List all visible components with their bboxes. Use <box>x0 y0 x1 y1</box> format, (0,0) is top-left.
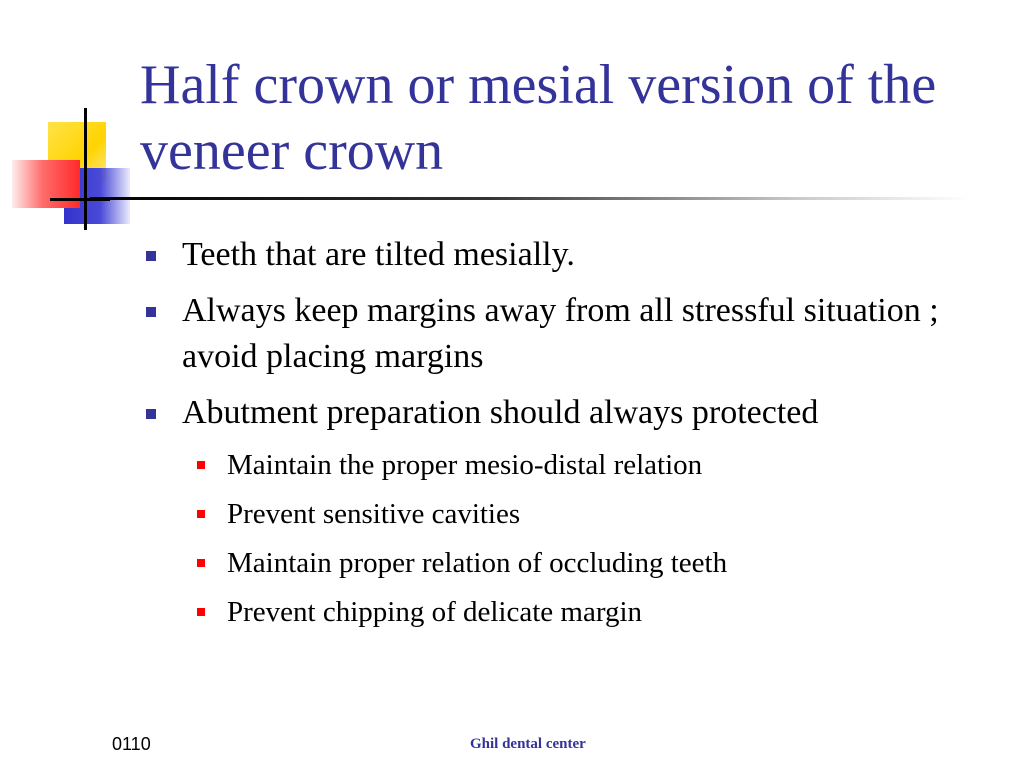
logo-vertical-line <box>84 108 87 230</box>
sub-bullet-text: Prevent sensitive cavities <box>227 498 521 530</box>
sub-bullet-text: Prevent chipping of delicate margin <box>227 596 643 628</box>
small-square-bullet-icon <box>197 608 205 616</box>
title-divider <box>90 197 970 200</box>
bullet-item <box>140 232 960 278</box>
bullet-item <box>140 288 960 380</box>
slide-title: Half crown or mesial version of the veneer crown <box>140 54 937 182</box>
bullet-list <box>140 232 960 642</box>
sub-bullet-item <box>140 495 960 534</box>
sub-bullet-text: Maintain the proper mesio-distal relation <box>227 449 703 481</box>
small-square-bullet-icon <box>197 559 205 567</box>
bullet-text: Abutment preparation should always protected <box>182 394 819 431</box>
bullet-text: Always keep margins away from all stressful situation ; avoid placing margins <box>182 292 939 375</box>
bullet-item <box>140 390 960 436</box>
square-bullet-icon <box>146 251 156 261</box>
small-square-bullet-icon <box>197 461 205 469</box>
bullet-text: Teeth that are tilted mesially. <box>182 236 575 273</box>
square-bullet-icon <box>146 307 156 317</box>
sub-bullet-text: Maintain proper relation of occluding teeth <box>227 547 728 579</box>
small-square-bullet-icon <box>197 510 205 518</box>
colored-squares-logo-icon <box>0 100 150 240</box>
square-bullet-icon <box>146 409 156 419</box>
footer-text: Ghil dental center <box>470 736 586 752</box>
sub-bullet-item <box>140 544 960 583</box>
slide-number: 0110 <box>112 734 151 754</box>
sub-bullet-item <box>140 446 960 485</box>
sub-bullet-item <box>140 593 960 632</box>
